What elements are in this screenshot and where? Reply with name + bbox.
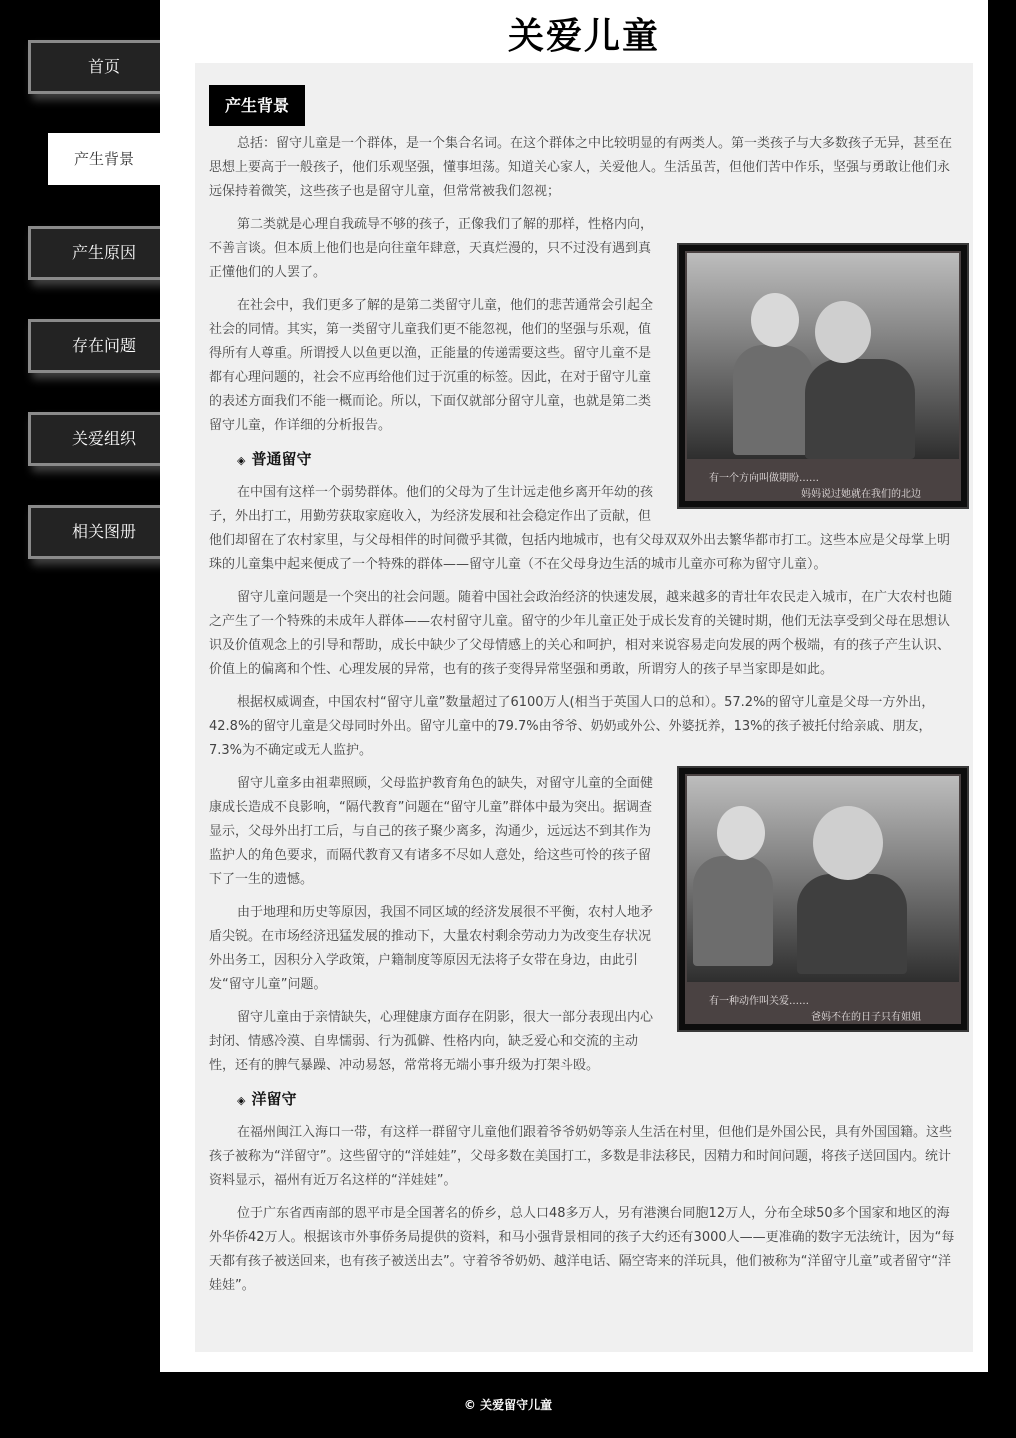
nav-item-background[interactable]: 产生背景 — [48, 133, 160, 185]
paragraph: 在福州闽江入海口一带，有这样一群留守儿童他们跟着爷爷奶奶等亲人生活在村里，但他们是外国公民，具有外国国籍。这些孩子被称为“洋留守”。这些留守的“洋娃娃”，父母多数在美国打工，多数是非法移民，因精力和时间问题，将孩子送回国内。统计资料显示，福州有近万名这样的“洋娃娃”。 — [209, 1125, 953, 1188]
photo-caption: 妈妈说过她就在我们的北边 — [801, 489, 921, 500]
photo-caption: 爸妈不在的日子只有姐姐 — [811, 1012, 921, 1023]
paragraph: 第二类就是心理自我疏导不够的孩子，正像我们了解的那样，性格内向，不善言谈。但本质上他们也是向往童年肆意，天真烂漫的，只不过没有遇到真正懂他们的人罢了。 — [209, 217, 654, 280]
paragraph: 留守儿童多由祖辈照顾，父母监护教育角色的缺失，对留守儿童的全面健康成长造成不良影响，“隔代教育”问题在“留守儿童”群体中最为突出。据调查显示，父母外出打工后，与自己的孩子聚少离多，沟通少，远远达不到其作为监护人的角色要求，而隔代教育又有诸多不尽如人意处，给这些可怜的孩子留下了一生的遗憾。 — [209, 776, 654, 887]
paragraph: 总括：留守儿童是一个群体，是一个集合名词。在这个群体之中比较明显的有两类人。第一类孩子与大多数孩子无异，甚至在思想上要高于一般孩子，他们乐观坚强，懂事坦荡。知道关心家人，关爱他人。生活虽苦，但他们苦中作乐，坚强与勇敢让他们永远保持着微笑，这些孩子也是留守儿童，但常常被我们忽视； — [209, 136, 953, 199]
photo-1 — [685, 251, 961, 501]
photo-frame-2 — [677, 766, 969, 1032]
paragraph: 留守儿童由于亲情缺失，心理健康方面存在阴影，很大一部分表现出内心封闭、情感冷漠、自卑懦弱、行为孤僻、性格内向，缺乏爱心和交流的主动性，还有的脾气暴躁、冲动易怒，常常将无端小事升级为打架斗殴。 — [209, 1010, 654, 1073]
footer-copyright: © 关爱留守儿童 — [463, 1398, 553, 1412]
article-body — [209, 132, 959, 1298]
subheading: ◈ 普通留守 — [237, 450, 312, 468]
section-title: 产生背景 — [209, 85, 305, 126]
main-panel — [160, 0, 988, 1372]
article — [195, 63, 973, 1352]
nav-item-organizations[interactable]: 关爱组织 — [28, 412, 180, 466]
paragraph: 在中国有这样一个弱势群体。他们的父母为了生计远走他乡离开年幼的孩子，外出打工，用勤劳获取家庭收入，为经济发展和社会稳定作出了贡献，但他们却留在了农村家里，与父母相伴的时间微乎其微，包括内地城市，也有父母双双外出去繁华都市打工。这些本应是父母掌上明珠的儿童集中起来便成了一个特殊的群体——留守儿童（不在父母身边生活的城市儿童亦可称为留守儿童）。 — [209, 485, 951, 572]
children-photo-1 — [687, 253, 959, 459]
nav-item-problems[interactable]: 存在问题 — [28, 319, 180, 373]
diamond-icon: ◈ — [237, 1094, 246, 1107]
nav-item-causes[interactable]: 产生原因 — [28, 226, 180, 280]
paragraph: 在社会中，我们更多了解的是第二类留守儿童，他们的悲苦通常会引起全社会的同情。其实，第一类留守儿童我们更不能忽视，他们的坚强与乐观，值得所有人尊重。所谓授人以鱼更以渔，正能量的传递需要这些。留守儿童不是都有心理问题的，社会不应再给他们过于沉重的标签。因此，在对于留守儿童的表述方面我们不能一概而论。所以，下面仅就部分留守儿童，也就是第二类留守儿童，作详细的分析报告。 — [209, 298, 654, 433]
children-photo-2 — [687, 776, 959, 982]
diamond-icon: ◈ — [237, 454, 246, 467]
paragraph: 位于广东省西南部的恩平市是全国著名的侨乡，总人口48多万人，另有港澳台同胞12万人，分布全球50多个国家和地区的海外华侨42万人。根据该市外事侨务局提供的资料，和马小强背景相同的孩子大约还有3000人——更准确的数字无法统计，因为“每天都有孩子被送回来，也有孩子被送出去”。守着爷爷奶奶、越洋电话、隔空寄来的洋玩具，他们被称为“洋留守儿童”或者留守“洋娃娃”。 — [209, 1206, 955, 1293]
photo-caption: 有一种动作叫关爱…… — [709, 996, 809, 1007]
site-logo: 关爱儿童 — [507, 15, 660, 57]
paragraph: 留守儿童问题是一个突出的社会问题。随着中国社会政治经济的快速发展，越来越多的青壮年农民走入城市，在广大农村也随之产生了一个特殊的未成年人群体——农村留守儿童。留守的少年儿童正处于成长发育的关键时期，他们无法享受到父母在思想认识及价值观念上的引导和帮助，成长中缺少了父母情感上的关心和呵护，相对来说容易走向发展的两个极端，有的孩子产生认识、价值上的偏离和个性、心理发展的异常，也有的孩子变得异常坚强和勇敢，所谓穷人的孩子早当家即是如此。 — [209, 590, 953, 677]
nav-item-gallery[interactable]: 相关图册 — [28, 505, 180, 559]
paragraph: 由于地理和历史等原因，我国不同区域的经济发展很不平衡，农村人地矛盾尖锐。在市场经济迅猛发展的推动下，大量农村剩余劳动力为改变生存状况外出务工，因积分入学政策，户籍制度等原因无法将子女带在身边，由此引发“留守儿童”问题。 — [209, 905, 654, 992]
paragraph: 根据权威调查，中国农村“留守儿童”数量超过了6100万人(相当于英国人口的总和）。57.2%的留守儿童是父母一方外出，42.8%的留守儿童是父母同时外出。留守儿童中的79.7%由爷爷、奶奶或外公、外婆抚养，13%的孩子被托付给亲戚、朋友，7.3%为不确定或无人监护。 — [209, 695, 935, 758]
photo-frame-1 — [677, 243, 969, 509]
photo-2 — [685, 774, 961, 1024]
side-nav — [0, 0, 160, 1438]
nav-item-home[interactable]: 首页 — [28, 40, 180, 94]
subheading: ◈ 洋留守 — [237, 1090, 297, 1108]
photo-caption: 有一个方向叫做期盼…… — [709, 473, 819, 484]
